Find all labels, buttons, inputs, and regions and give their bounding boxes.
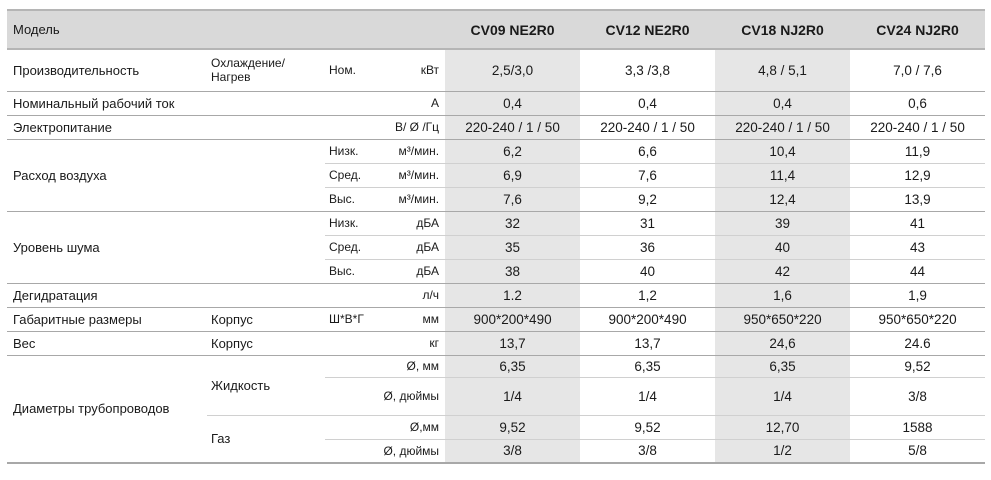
value-cell: 36 bbox=[580, 235, 715, 259]
unit-label: Ø, мм bbox=[325, 355, 445, 377]
value-cell: 32 bbox=[445, 211, 580, 235]
value-cell: 9,52 bbox=[445, 415, 580, 439]
value-cell: 9,2 bbox=[580, 187, 715, 211]
row-weight bbox=[7, 331, 985, 355]
unit-label: м³/мин. bbox=[377, 187, 445, 211]
header-label: Модель bbox=[7, 10, 445, 49]
value-cell: 1/4 bbox=[715, 377, 850, 415]
value-cell: 6,6 bbox=[580, 139, 715, 163]
value-cell: 9,52 bbox=[580, 415, 715, 439]
row-power bbox=[7, 115, 985, 139]
value-cell: 38 bbox=[445, 259, 580, 283]
value-cell: 6,35 bbox=[445, 355, 580, 377]
unit-label: Ø, дюймы bbox=[325, 439, 445, 463]
level-label: Низк. bbox=[325, 139, 377, 163]
value-cell: 24,6 bbox=[715, 331, 850, 355]
value-cell: 6,35 bbox=[715, 355, 850, 377]
row-label: Номинальный рабочий ток bbox=[7, 91, 377, 115]
value-cell: 7,6 bbox=[445, 187, 580, 211]
value-cell: 220-240 / 1 / 50 bbox=[850, 115, 985, 139]
pipe-type-label: Жидкость bbox=[207, 355, 325, 415]
level-label: Сред. bbox=[325, 235, 377, 259]
unit-label: м³/мин. bbox=[377, 139, 445, 163]
unit-label: Ø,мм bbox=[325, 415, 445, 439]
value-cell: 11,9 bbox=[850, 139, 985, 163]
value-cell: 43 bbox=[850, 235, 985, 259]
condition-label: Ном. bbox=[325, 49, 377, 91]
row-label: Диаметры трубопроводов bbox=[7, 355, 207, 463]
value-cell: 6,35 bbox=[580, 355, 715, 377]
value-cell: 13,9 bbox=[850, 187, 985, 211]
model-name: CV24 NJ2R0 bbox=[850, 10, 985, 49]
row-label: Производительность bbox=[7, 49, 207, 91]
value-cell: 44 bbox=[850, 259, 985, 283]
unit-label: кВт bbox=[377, 49, 445, 91]
unit-label: м³/мин. bbox=[377, 163, 445, 187]
level-label: Низк. bbox=[325, 211, 377, 235]
value-cell: 6,2 bbox=[445, 139, 580, 163]
model-name: CV12 NE2R0 bbox=[580, 10, 715, 49]
unit-label: В/ Ø /Гц bbox=[377, 115, 445, 139]
value-cell: 900*200*490 bbox=[580, 307, 715, 331]
row-dimensions bbox=[7, 307, 985, 331]
value-cell: 41 bbox=[850, 211, 985, 235]
level-label: Сред. bbox=[325, 163, 377, 187]
model-name: CV09 NE2R0 bbox=[445, 10, 580, 49]
unit-label: А bbox=[377, 91, 445, 115]
value-cell: 220-240 / 1 / 50 bbox=[580, 115, 715, 139]
value-cell: 2,5/3,0 bbox=[445, 49, 580, 91]
unit-label: л/ч bbox=[377, 283, 445, 307]
value-cell: 220-240 / 1 / 50 bbox=[715, 115, 850, 139]
pipe-type-label: Газ bbox=[207, 415, 325, 463]
level-label: Выс. bbox=[325, 187, 377, 211]
part-label: Корпус bbox=[207, 307, 325, 331]
value-cell: 1.2 bbox=[445, 283, 580, 307]
value-cell: 1/4 bbox=[580, 377, 715, 415]
value-cell: 12,4 bbox=[715, 187, 850, 211]
row-dehumidification bbox=[7, 283, 985, 307]
row-label: Электропитание bbox=[7, 115, 377, 139]
value-cell: 31 bbox=[580, 211, 715, 235]
model-name: CV18 NJ2R0 bbox=[715, 10, 850, 49]
level-label: Выс. bbox=[325, 259, 377, 283]
value-cell: 13,7 bbox=[445, 331, 580, 355]
value-cell: 950*650*220 bbox=[850, 307, 985, 331]
value-cell: 1588 bbox=[850, 415, 985, 439]
value-cell: 1,2 bbox=[580, 283, 715, 307]
value-cell: 3/8 bbox=[580, 439, 715, 463]
unit-label: дБА bbox=[377, 259, 445, 283]
format-label: Ш*В*Г bbox=[325, 307, 377, 331]
row-label: Расход воздуха bbox=[7, 139, 325, 211]
value-cell: 4,8 / 5,1 bbox=[715, 49, 850, 91]
spec-table bbox=[7, 9, 985, 464]
value-cell: 42 bbox=[715, 259, 850, 283]
row-current bbox=[7, 91, 985, 115]
value-cell: 0,4 bbox=[580, 91, 715, 115]
row-label: Уровень шума bbox=[7, 211, 325, 283]
part-label: Корпус bbox=[207, 331, 325, 355]
value-cell: 12,70 bbox=[715, 415, 850, 439]
row-airflow-low bbox=[7, 139, 985, 163]
value-cell: 7,0 / 7,6 bbox=[850, 49, 985, 91]
unit-label: дБА bbox=[377, 211, 445, 235]
row-label: Вес bbox=[7, 331, 207, 355]
value-cell: 40 bbox=[715, 235, 850, 259]
value-cell: 39 bbox=[715, 211, 850, 235]
value-cell: 3,3 /3,8 bbox=[580, 49, 715, 91]
value-cell: 220-240 / 1 / 50 bbox=[445, 115, 580, 139]
row-label: Дегидратация bbox=[7, 283, 377, 307]
value-cell: 3/8 bbox=[445, 439, 580, 463]
row-noise-low bbox=[7, 211, 985, 235]
value-cell: 9,52 bbox=[850, 355, 985, 377]
value-cell: 6,9 bbox=[445, 163, 580, 187]
value-cell: 0,4 bbox=[445, 91, 580, 115]
value-cell: 1,9 bbox=[850, 283, 985, 307]
value-cell: 24.6 bbox=[850, 331, 985, 355]
value-cell: 1/4 bbox=[445, 377, 580, 415]
value-cell: 900*200*490 bbox=[445, 307, 580, 331]
value-cell: 0,6 bbox=[850, 91, 985, 115]
unit-label: мм bbox=[377, 307, 445, 331]
value-cell: 950*650*220 bbox=[715, 307, 850, 331]
unit-label: Ø, дюймы bbox=[325, 377, 445, 415]
value-cell: 10,4 bbox=[715, 139, 850, 163]
value-cell: 3/8 bbox=[850, 377, 985, 415]
value-cell: 0,4 bbox=[715, 91, 850, 115]
header-row bbox=[7, 10, 985, 49]
value-cell: 35 bbox=[445, 235, 580, 259]
value-cell: 1,6 bbox=[715, 283, 850, 307]
value-cell: 12,9 bbox=[850, 163, 985, 187]
row-label: Габаритные размеры bbox=[7, 307, 207, 331]
row-capacity bbox=[7, 49, 985, 91]
value-cell: 40 bbox=[580, 259, 715, 283]
value-cell: 1/2 bbox=[715, 439, 850, 463]
value-cell: 11,4 bbox=[715, 163, 850, 187]
value-cell: 7,6 bbox=[580, 163, 715, 187]
unit-label: кг bbox=[377, 331, 445, 355]
row-pipe-liquid-mm bbox=[7, 355, 985, 377]
unit-label: дБА bbox=[377, 235, 445, 259]
value-cell: 13,7 bbox=[580, 331, 715, 355]
value-cell: 5/8 bbox=[850, 439, 985, 463]
mode-label: Охлаждение/ Нагрев bbox=[207, 49, 325, 91]
